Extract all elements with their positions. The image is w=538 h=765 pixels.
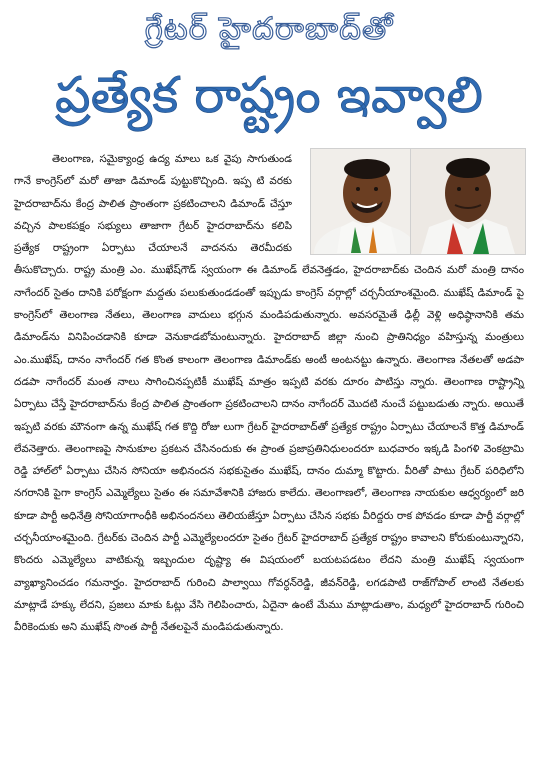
photo-float-spacer: [300, 148, 524, 258]
main-headline: ప్రత్యేక రాష్ట్రం ఇవ్వాలి: [55, 66, 483, 124]
kicker-headline: గ్రేటర్ హైదరాబాద్‌తో: [144, 11, 394, 47]
article-body: [14, 148, 524, 758]
article-paragraph: తెలంగాణ, సమైక్యాంధ్ర ఉద్య మాలు ఒక వైపు సాగుతుండ గానే కాంగ్రెస్‌లో మరో తాజా డిమాండ్ పుట్టుకొచ్చింది. ఇప్ప టి వరకు హైదరాబాద్‌ను కేంద్ర పాలిత ప్రాంతంగా ప్రకటించాలని డిమాండ్ చేస్తూ వచ్చిన పాలకపక్షం సభ్యులు తాజాగా గ్రేటర్ హైదరాబాద్‌ను కలిపి ప్రత్యేక రాష్ట్రంగా ఏర్పాటు చేయాలనే వాదనను తెరమీదకు తీసుకొచ్చారు. రాష్ట్ర మంత్రి ఎం. ముఖేష్‌గౌడ్ స్వయంగా ఈ డిమాండ్ లేవనెత్తడం, హైదరాబాద్‌కు చెందిన మరో మంత్రి దానం నాగేందర్ సైతం దానికి పరోక్షంగా మద్దతు పలుకుతుండడంతో ఇప్పుడు కాంగ్రెస్ వర్గాల్లో చర్చనీయాంశమైంది. ముఖేష్ డిమాండ్ పై కాంగ్రెస్‌లో తెలంగాణ నేతలు, తెలంగాణ వాదులు భగ్గున మండిపడుతున్నారు. అవసరమైతే ఢిల్లీ వెళ్లి అధిష్ఠానానికి తమ డిమాండ్‌ను వినిపించడానికి కూడా వెనుకాడబోమంటున్నారు. హైదరాబాద్ జిల్లా నుంచి ప్రాతినిధ్యం వహిస్తున్న మంత్రులు ఎం.ముఖేష్, దానం నాగేందర్ గత కొంత కాలంగా తెలంగాణ డిమాండ్‌కు అంటీ అంటనట్టు ఉన్నారు. తెలంగాణ నేతలతో అడపా దడపా నాగేందర్ మంత నాలు సాగించినప్పటికీ ముఖేష్ మాత్రం ఇప్పటి వరకు దూరం పాటిస్తు న్నారు. తెలంగాణ రాష్ట్రాన్ని ఏర్పాటు చేస్తే హైదరాబాద్‌ను కేంద్ర పాలిత ప్రాంతంగా ప్రకటించాలని దానం నాగేందర్ మొదటి నుంచే పట్టుబడుతు న్నారు. అయితే ఇప్పటి వరకు మౌనంగా ఉన్న ముఖేష్ గత కొద్ది రోజు లుగా గ్రేటర్ హైదరాబాద్‌తో ప్రత్యేక రాష్ట్రం ఏర్పాటు చేయాలనే కొత్త డిమాండ్ లేవనెత్తారు. తెలంగాణపై సానుకూల ప్రకటన చేసినందుకు ఈ ప్రాంత ప్రజాప్రతినిధులందరూ బుధవారం ఇక్కడి పింగళి వెంకట్రామి రెడ్డి హాల్‌లో ఏర్పాటు చేసిన సోనియా అభినందన సభకుసైతం ముఖేష్, దానం దుమ్మా కొట్టారు. వీరితో పాటు గ్రేటర్ పరిధిలోని నగరానికి పైగా కాంగ్రెస్ ఎమ్మెల్యేలు సైతం ఈ సమావేశానికి హాజరు కాలేదు. తెలంగాణలో, తెలంగాణ నాయకుల ఆధ్వర్యంలో జరి కూడా పార్టీ అధినేత్రి సోనియాగాంధీకి అభినందనలు తెలియజేస్తూ ఏర్పాటు చేసిన సభకు వీరిద్దరు రాక పోవడం కూడా పార్టీ వర్గాల్లో చర్చనీయాంశమైంది. గ్రేటర్‌కు చెందిన పార్టీ ఎమ్మెల్యేలందరూ సైతం గ్రేటర్ హైదరాబాద్ ప్రత్యేక రాష్ట్రం కావాలని కోరుకుంటున్నారని, కొందరు ఎమ్మెల్యేలు వాటికున్న ఇబ్బందుల దృష్ట్యా ఈ విషయంలో బయటపడటం లేదని మంత్రి ముఖేష్ స్వయంగా వ్యాఖ్యానించడం గమనార్హం. హైదరాబాద్ గురించి పాల్వాయి గోవర్ధన్‌రెడ్డి, జీవన్‌రెడ్డి, లగడపాటి రాజ్‌గోపాల్ లాంటి నేతలకు మాట్లాడే హక్కు లేదని, ప్రజలు మాకు ఓట్లు వేసి గెలిపించారు, ఏదైనా ఉంటే మేము మాట్లాడుతాం, మధ్యలో హైదరాబాద్ గురించి వీరికెందుకు అని ముఖేష్ సొంత పార్టీ నేతలపైనే మండిపడుతున్నారు.: [14, 153, 524, 634]
